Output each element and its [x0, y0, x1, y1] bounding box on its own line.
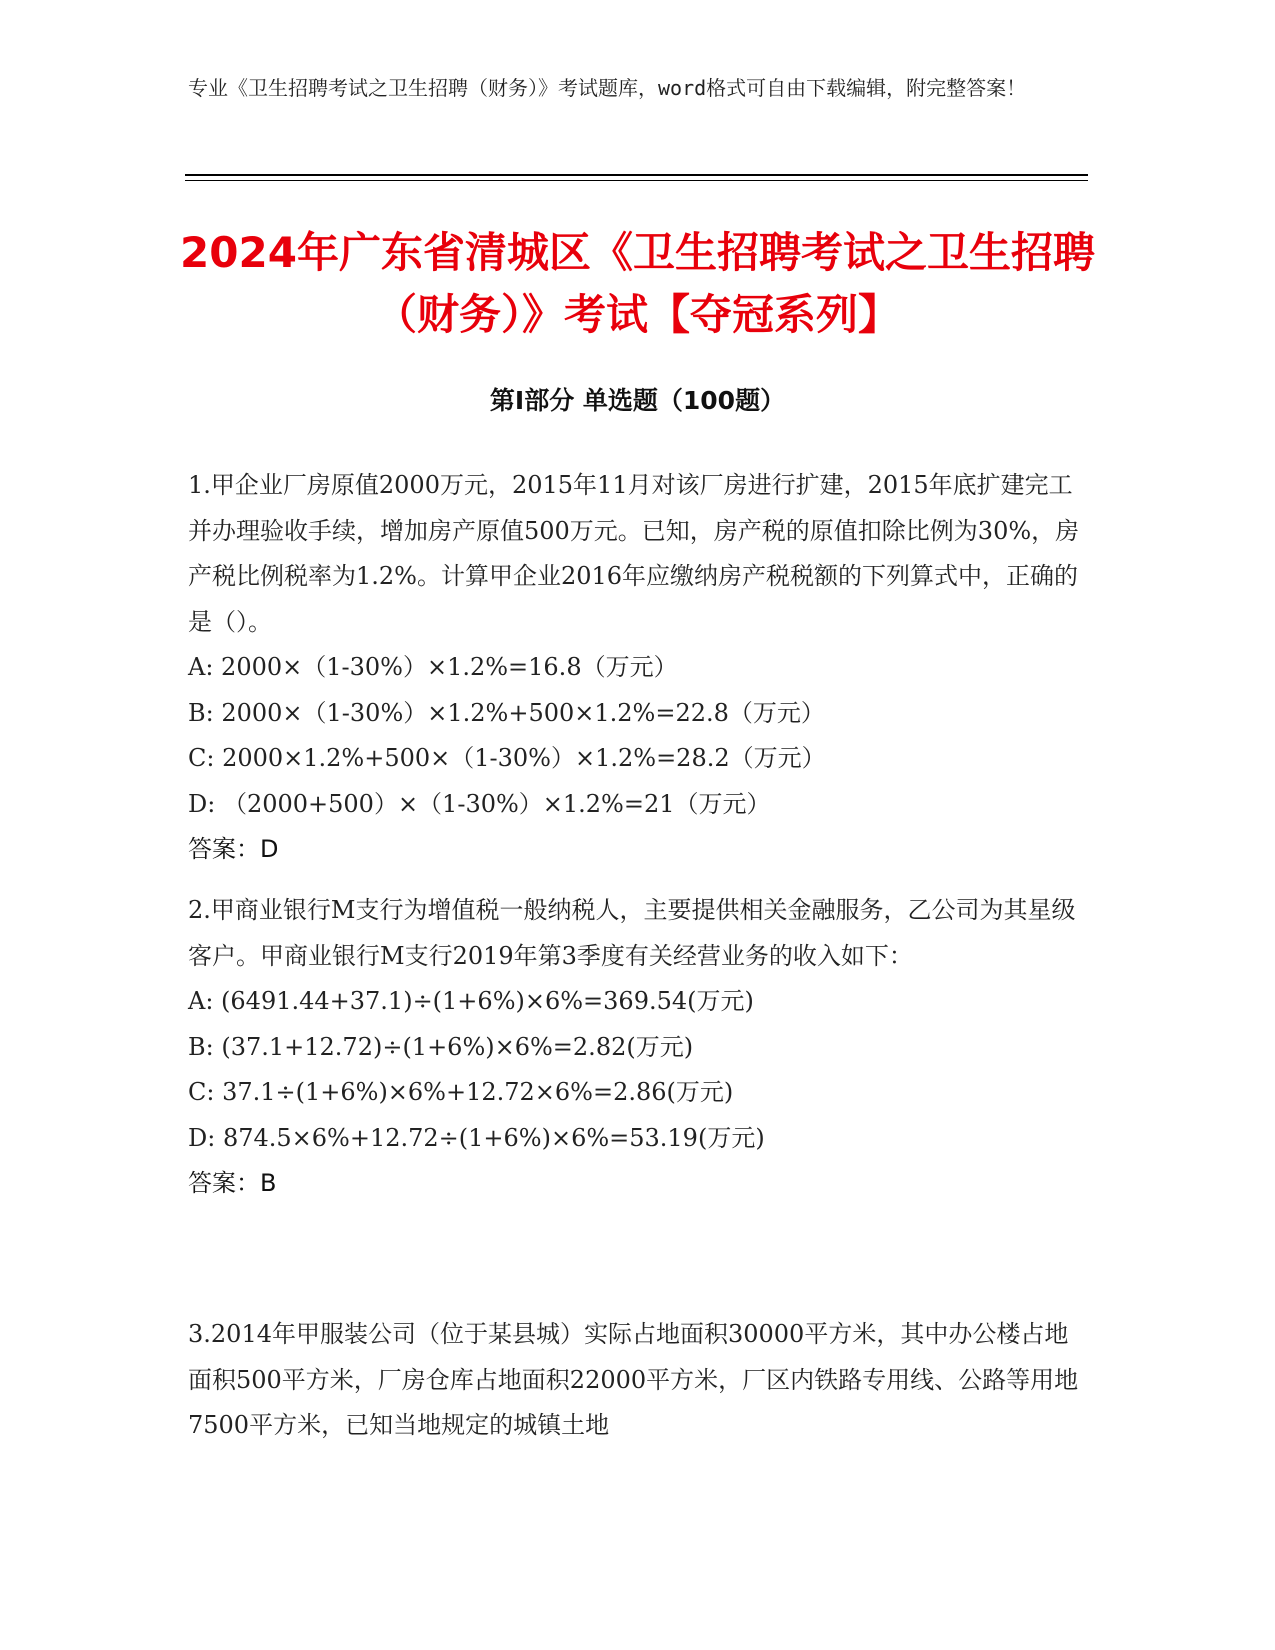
- question-3: [188, 1312, 1088, 1449]
- option-c: C: 37.1÷(1+6%)×6%+12.72×6%=2.86(万元): [188, 1078, 734, 1106]
- option-a: A: (6491.44+37.1)÷(1+6%)×6%=369.54(万元): [188, 987, 754, 1015]
- answer: 答案：D: [188, 835, 279, 863]
- option-d: D: 874.5×6%+12.72÷(1+6%)×6%=53.19(万元): [188, 1123, 765, 1152]
- question-stem: 2.甲商业银行M支行为增值税一般纳税人，主要提供相关金融服务，乙公司为其星级客户。甲商业银行M支行2019年第3季度有关经营业务的收入如下：: [188, 896, 1076, 970]
- option-b: B: 2000×（1-30%）×1.2%+500×1.2%=22.8（万元）: [188, 698, 825, 727]
- answer: 答案：B: [188, 1169, 277, 1197]
- option-c: C: 2000×1.2%+500×（1-30%）×1.2%=28.2（万元）: [188, 744, 826, 772]
- question-2: [188, 888, 1088, 1207]
- header-rule-thin: [185, 180, 1088, 181]
- option-b: B: (37.1+12.72)÷(1+6%)×6%=2.82(万元): [188, 1032, 694, 1061]
- question-stem: 3.2014年甲服装公司（位于某县城）实际占地面积30000平方米，其中办公楼占地面积500平方米，厂房仓库占地面积22000平方米，厂区内铁路专用线、公路等用地7500平方米，已知当地规定的城镇土地: [188, 1320, 1079, 1439]
- section-heading: 第Ⅰ部分 单选题（100题）: [489, 386, 786, 415]
- option-d: D: （2000+500）×（1-30%）×1.2%=21（万元）: [188, 789, 771, 818]
- question-1: [188, 463, 1088, 873]
- header-rule-thick: [185, 174, 1088, 176]
- document-title: 2024年广东省清城区《卫生招聘考试之卫生招聘（财务）》考试【夺冠系列】: [180, 228, 1095, 339]
- option-a: A: 2000×（1-30%）×1.2%=16.8（万元）: [188, 653, 678, 681]
- question-stem: 1.甲企业厂房原值2000万元，2015年11月对该厂房进行扩建，2015年底扩建完工并办理验收手续，增加房产原值500万元。已知，房产税的原值扣除比例为30%，房产税比例税率为1.2%。计算甲企业2016年应缴纳房产税税额的下列算式中，正确的是（）。: [188, 471, 1080, 636]
- header-note: 专业《卫生招聘考试之卫生招聘（财务）》考试题库，word格式可自由下载编辑，附完整答案！: [188, 76, 1027, 100]
